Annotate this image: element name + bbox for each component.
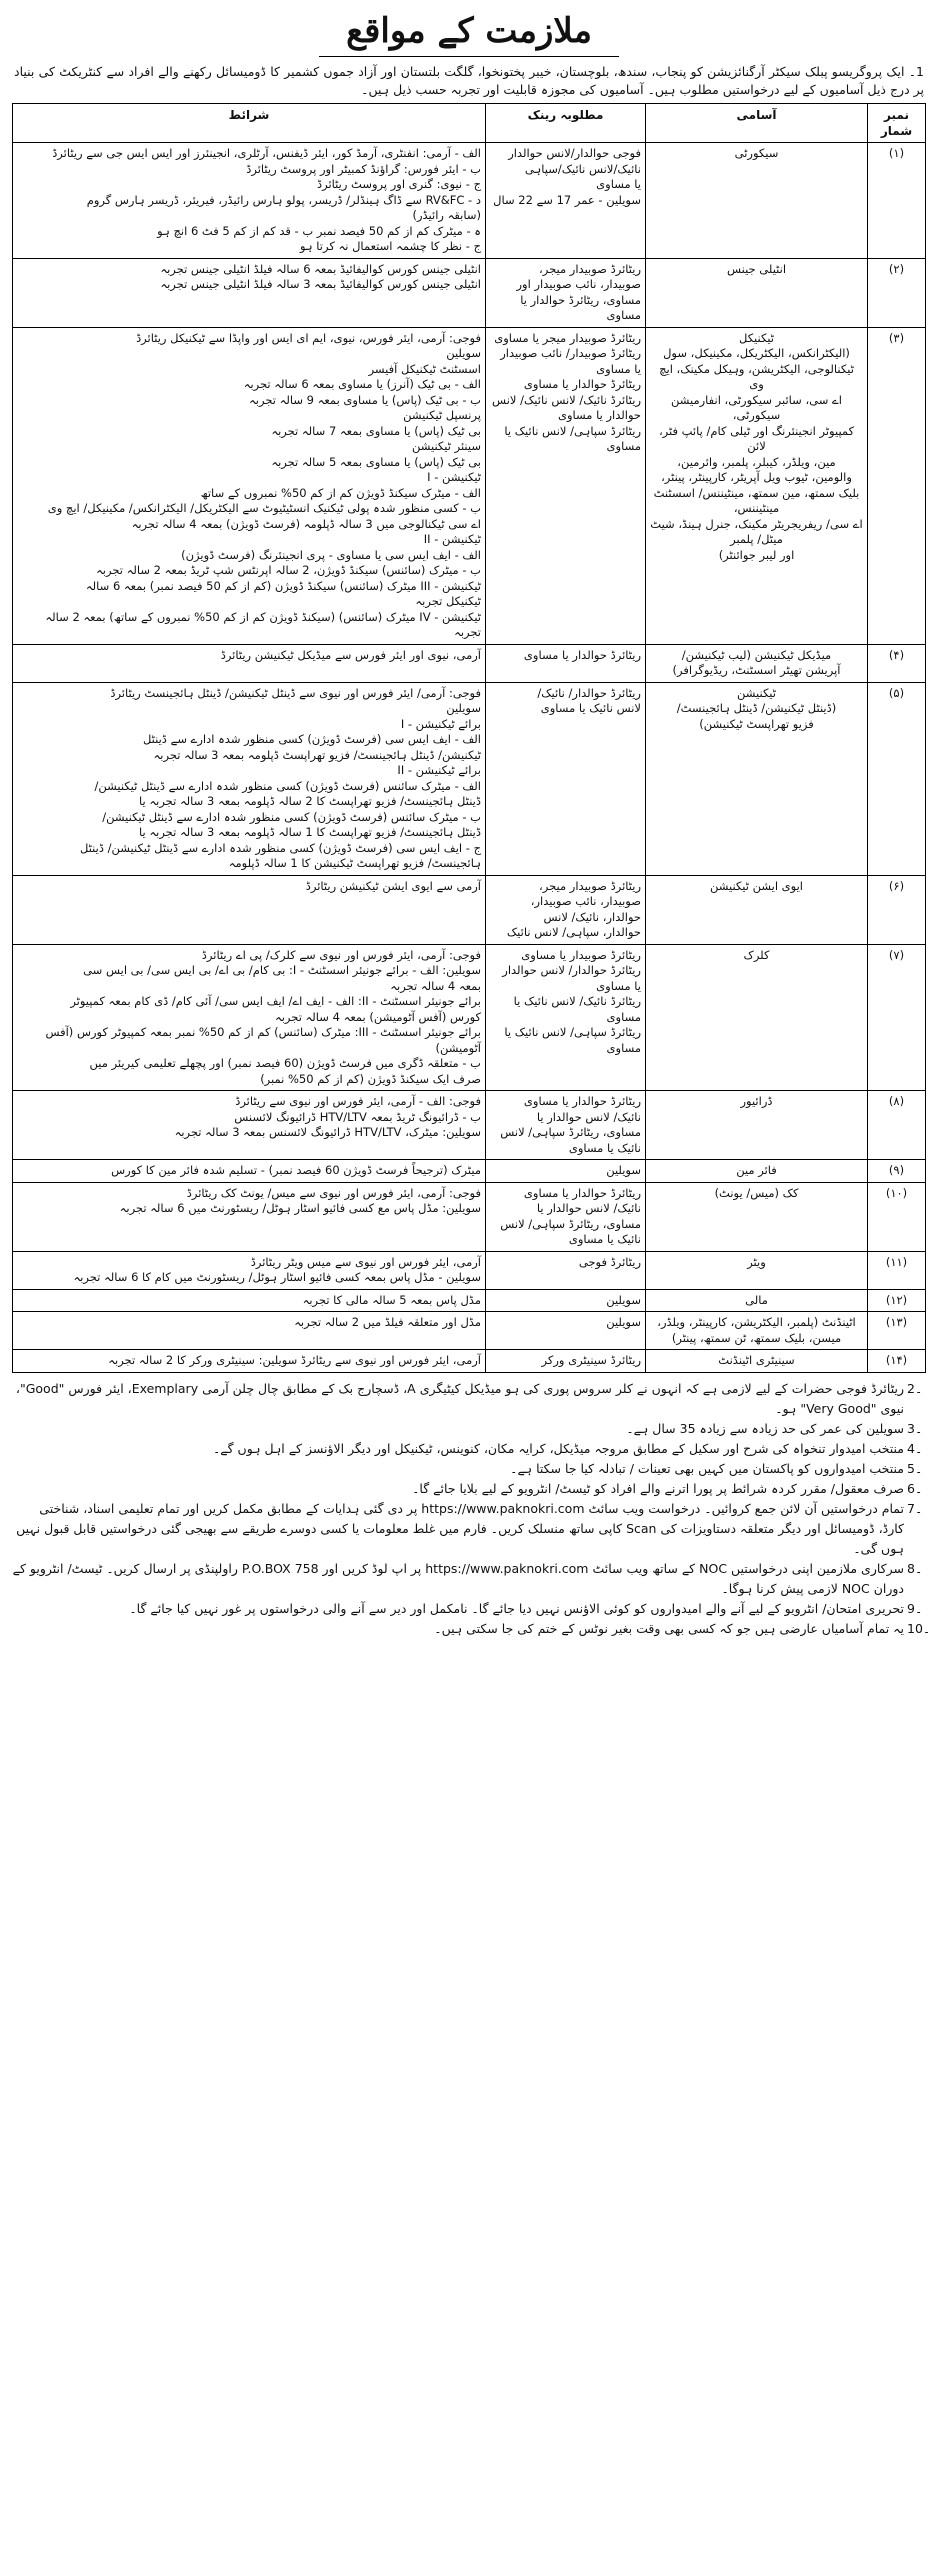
row-rank [486,258,646,327]
row-rank-line: ریٹائرڈ صوبیدار/ نائب صوبیدار [500,346,641,360]
table-row [13,1312,926,1350]
row-post [646,327,868,644]
row-rank [486,682,646,875]
table-row [13,944,926,1091]
row-rank-line: سویلین [606,1315,641,1329]
row-number: (۱۳) [868,1312,926,1350]
row-rank-line: نائیک/ لانس حوالدار یا [536,1109,641,1124]
row-rank-line: ریٹائرڈ صوبیدار یا مساوی [521,947,641,962]
row-post [646,1251,868,1289]
table-row [13,143,926,259]
row-conditions-line: برائے جونیئر اسسٹنٹ - II: الف - ایف اے/ ایف ایس سی/ آئی کام/ ڈی کام بمعہ کمپیوٹر [70,994,481,1008]
notes-list [12,1379,931,1639]
row-conditions-line: سویلین [446,701,481,715]
row-conditions-line: ڈینٹل ہائجینسٹ/ فزیو تھراپسٹ کا 2 سالہ ڈپلومہ بمعہ 3 سالہ تجربہ یا [139,794,481,808]
row-conditions-line: بمعہ 4 سالہ تجربہ [390,978,481,993]
row-rank-line: صوبیدار، نائب صوبیدار، [530,894,641,908]
row-rank [486,1251,646,1289]
row-conditions-line: سویلین [446,346,481,360]
row-conditions-line: مڈل پاس بمعہ 5 سالہ مالی کا تجربہ [302,1292,481,1307]
row-number: (۶) [868,875,926,944]
row-number: (۹) [868,1160,926,1183]
row-rank [486,143,646,259]
header-qual: مطلوبہ رینک [486,104,646,143]
intro-paragraph: 1۔ ایک پروگریسو پبلک سیکٹر آرگنائزیشن کو پنجاب، سندھ، بلوچستان، خیبر پختونخوا، گلگت بلتستان اور آزاد جموں کشمیر کا ڈومیسائل رکھنے والے افراد سے کنٹریکٹ کی بنیاد پر درج ذیل آسامیوں کے لیے درخواستیں مطلوب ہیں۔ آسامیوں کی مجوزہ قابلیت اور تجربہ حسب ذیل ہیں۔ [14,64,924,97]
row-rank-line: حوالدار، سپاہی/ لانس نائیک [506,925,641,939]
row-post-line: (الیکٹرانکس، الیکٹریکل، مکینیکل، سول [663,346,850,360]
row-number: (۱۱) [868,1251,926,1289]
row-number: (۱۴) [868,1350,926,1373]
row-conditions-line: ٹیکنیکل تجربہ [415,594,481,608]
row-conditions-line: میٹرک (ترجیحاً فرسٹ ڈویژن 60 فیصد نمبر) - تسلیم شدہ فائر مین کا کورس [111,1163,481,1177]
row-rank-line: مساوی، ریٹائرڈ سپاہی/ لانس [500,1125,641,1139]
note-item [12,1559,926,1599]
table-row [13,1350,926,1373]
row-conditions [13,1251,486,1289]
row-rank-line: ریٹائرڈ حوالدار/ نائیک/ [537,685,641,700]
row-rank [486,875,646,944]
row-conditions-line: الف - ایف ایس سی یا مساوی - پری انجینئرنگ (فرسٹ ڈویژن) [181,547,481,562]
row-conditions-line: الف - بی ٹیک (آنرز) یا مساوی بمعہ 6 سالہ تجربہ [243,377,481,391]
row-rank-line: یا مساوی [596,978,641,993]
row-post-line: میسن، بلیک سمتھ، ٹن سمتھ، پینٹر) [671,1330,842,1345]
row-rank [486,1091,646,1160]
row-rank [486,1160,646,1183]
row-rank-line: مساوی [606,1040,641,1055]
row-post-line: فزیو تھراپسٹ ٹیکنیشن) [699,716,814,731]
row-conditions-line: ٹیکنیشن - IV میٹرک (سائنس) (سیکنڈ ڈویژن کم از کم 50% نمبروں کے ساتھ) بمعہ 2 سالہ تجربہ [45,609,481,639]
note-item [12,1439,926,1459]
row-conditions-line: ٹیکنیشن/ ڈینٹل ہائجینسٹ/ فزیو تھراپسٹ ڈپلومہ بمعہ 3 سالہ تجربہ [153,747,481,762]
row-conditions-line: کورس (آفس آٹومیشن) بمعہ 4 سالہ تجربہ [274,1009,481,1024]
row-post-line: فائر مین [736,1163,777,1177]
page-title: ملازمت کے مواقع [319,6,619,57]
row-rank-line: ریٹائرڈ نائیک/ لانس نائیک/ لانس حوالدار یا مساوی [492,392,641,422]
note-item [12,1379,926,1419]
row-conditions-line: بی ٹیک (پاس) یا مساوی بمعہ 7 سالہ تجربہ [271,423,481,438]
row-number: (۷) [868,944,926,1091]
row-post [646,1160,868,1183]
row-number: (۱۲) [868,1289,926,1312]
row-conditions-line: ہائجینسٹ/ فزیو تھراپسٹ ٹیکنیشن کا 1 سالہ ڈپلومہ [228,856,481,870]
row-conditions-line: الف - ایف ایس سی (فرسٹ ڈویژن) کسی منظور شدہ ادارے سے ڈینٹل [142,732,481,746]
row-conditions [13,1091,486,1160]
table-row [13,327,926,644]
row-post [646,944,868,1091]
row-post-line: کلرک [743,947,770,962]
row-conditions-line: ٹیکنیشن - I [427,470,481,484]
row-conditions [13,682,486,875]
row-post [646,644,868,682]
note-number: 2۔ [907,1380,923,1396]
jobs-table [12,103,926,1373]
row-conditions [13,1182,486,1251]
row-rank-line: ریٹائرڈ سینیٹری ورکر [541,1353,641,1367]
row-conditions-line: سینئر ٹیکنیشن [411,439,481,453]
row-conditions [13,1312,486,1350]
row-rank-line: سویلین - عمر 17 سے 22 سال [493,192,641,207]
row-post-line: ویٹر [747,1254,766,1269]
row-post [646,1350,868,1373]
row-post-line: اور لیبر جوائنٹر) [718,547,795,562]
row-rank [486,1182,646,1251]
row-post-line: اے سی، سائبر سیکورٹی، انفارمیشن سیکورٹی، [670,392,842,422]
note-number: 10۔ [907,1620,931,1636]
row-post [646,143,868,259]
jobs-table-body [13,143,926,1373]
row-post [646,682,868,875]
row-post [646,1091,868,1160]
row-conditions-line: (سابقہ رائیڈر) [412,208,481,222]
row-rank-line: مساوی [606,439,641,453]
row-rank [486,1312,646,1350]
header-post: آسامی [646,104,868,143]
note-text: سویلین کی عمر کی حد زیادہ سے زیادہ 35 سال ہے۔ [626,1420,904,1436]
row-conditions-line: آرمی، ایئر فورس اور نیوی سے ریٹائرڈ سویلین: سینیٹری ورکر کا 2 سالہ تجربہ [108,1353,481,1367]
table-header-row [13,104,926,143]
row-rank-line: ریٹائرڈ سپاہی/ لانس نائیک یا [504,1025,641,1039]
row-post-line: انٹیلی جینس [726,261,787,276]
row-rank-line: ریٹائرڈ حوالدار یا مساوی [523,1094,641,1108]
row-conditions-line: برائے ٹیکنیشن - I [400,716,481,731]
row-number: (۵) [868,682,926,875]
note-text: تحریری امتحان/ انٹرویو کے لیے آنے والے امیدواروں کو کوئی الاؤنس نہیں دیا جائے گا۔ نامکمل اور دیر سے آنے والی درخواستوں پر غور نہیں کیا جائے گا۔ [129,1600,904,1616]
row-post-line: آپریشن تھیٹر اسسٹنٹ، ریڈیوگرافر) [672,663,841,677]
note-number: 3۔ [907,1420,923,1436]
row-rank-line: نائیک یا مساوی [568,1140,641,1155]
row-conditions [13,327,486,644]
row-rank-line: نائیک/لانس نائیک/سپاہی [524,161,641,176]
row-rank-line: صوبیدار، نائب صوبیدار اور [516,277,641,291]
row-rank-line: نائیک یا مساوی [568,1232,641,1246]
row-rank [486,327,646,644]
row-conditions-line: فوجی: آرمی/ ایئر فورس اور نیوی سے ڈینٹل ٹیکنیشن/ ڈینٹل ہائجینسٹ ریٹائرڈ [110,685,481,700]
row-conditions-line: فوجی: آرمی، ایئر فورس اور نیوی سے میس/ یونٹ کک ریٹائرڈ [186,1185,481,1200]
row-post [646,1312,868,1350]
row-rank-line: یا مساوی [596,361,641,376]
row-post-line: سیکورٹی [734,146,779,160]
row-conditions-line: ب - ڈرائیونگ ٹریڈ بمعہ HTV/LTV ڈرائیونگ لائسنس [234,1109,481,1124]
note-number: 8۔ [907,1560,923,1576]
row-conditions-line: ہ - میٹرک کم از کم 50 فیصد نمبر ب - قد کم از کم 5 فٹ 6 انچ ہو [157,223,481,238]
row-number: (۸) [868,1091,926,1160]
note-item [12,1459,926,1479]
note-item [12,1619,931,1639]
row-post-line: ٹیکنیشن [737,685,776,700]
row-conditions-line: ج - نیوی: گنری اور پروسٹ ریٹائرڈ [316,177,481,191]
note-item [12,1599,926,1619]
row-number: (۲) [868,258,926,327]
row-conditions [13,944,486,1091]
row-conditions-line: ب - ایئر فورس: گراؤنڈ کمبیٹر اور پروسٹ ریٹائرڈ [246,161,481,176]
row-conditions-line: د - RV&FC سے ڈاگ ہینڈلر/ ڈریسر، پولو ہارس رائیڈر، فیریئر، ڈریسر ہارس گروم [86,192,481,207]
row-conditions [13,1289,486,1312]
row-conditions-line: آرمی، ایئر فورس اور نیوی سے میس ویٹر ریٹائرڈ [250,1254,481,1269]
table-row [13,1182,926,1251]
row-rank-line: مساوی، ریٹائرڈ حوالدار یا مساوی [520,292,641,322]
row-conditions-line: سویلین: الف - برائے جونیئر اسسٹنٹ - I: بی کام/ بی اے/ بی ایس سی/ بی ایس سی [83,963,481,977]
row-post-line: ڈرائیور [740,1094,773,1108]
row-post-line: ٹیکنیکل [738,330,775,345]
note-number: 9۔ [907,1600,923,1616]
note-text: ریٹائرڈ فوجی حضرات کے لیے لازمی ہے کہ انہوں نے کلر سروس پوری کی ہو میڈیکل کیٹیگری A، ڈسچارج بک کے مطابق چال چلن آرمی Exemplary، ایئر فورس "Good"، نیوی "Very Good" ہو۔ [15,1380,904,1416]
row-conditions-line: ب - متعلقہ ڈگری میں فرسٹ ڈویژن (60 فیصد نمبر) اور پچھلے تعلیمی کیریئر میں [89,1056,481,1070]
row-rank-line: ریٹائرڈ حوالدار یا مساوی [523,647,641,662]
note-item [12,1419,926,1439]
row-conditions-line: آرمی سے ایوی ایشن ٹیکنیشن ریٹائرڈ [305,878,481,893]
table-row [13,258,926,327]
row-conditions-line: ج - نظر کا چشمہ استعمال نہ کرتا ہو [299,239,481,253]
row-conditions-line: مڈل اور متعلقہ فیلڈ میں 2 سالہ تجربہ [294,1315,481,1329]
header-num: نمبر شمار [868,104,926,143]
row-conditions-line: آرمی، نیوی اور ایئر فورس سے میڈیکل ٹیکنیشن ریٹائرڈ [220,647,481,662]
note-number: 4۔ [907,1440,923,1456]
row-conditions-line: ڈینٹل ہائجینسٹ/ فزیو تھراپسٹ کا 1 سالہ ڈپلومہ بمعہ 3 سالہ تجربہ یا [139,825,481,839]
row-post-line: (ڈینٹل ٹیکنیشن/ ڈینٹل ہائجینسٹ/ [676,701,837,715]
row-number: (۴) [868,644,926,682]
row-conditions-line: ب - کسی منظور شدہ پولی ٹیکنیک انسٹیٹیوٹ سے الیکٹریکل/ الیکٹرانکس/ مکینیکل/ ایچ وی [47,501,481,515]
table-row [13,1091,926,1160]
row-conditions [13,1160,486,1183]
row-post-line: کمپیوٹر انجینئرنگ اور ٹیلی کام/ پائپ فٹر، لائن [658,423,855,453]
table-row [13,1160,926,1183]
row-conditions-line: اسسٹنٹ ٹیکنیکل آفیسر [368,361,481,376]
table-row [13,644,926,682]
row-conditions [13,644,486,682]
row-conditions-line: سویلین: میٹرک، HTV/LTV ڈرائیونگ لائسنس بمعہ 3 سالہ تجربہ [174,1125,481,1139]
row-post-line: ٹیکنالوجی، الیکٹریشن، وہیکل مکینک، ایچ وی [659,361,854,391]
row-post-line: اٹینڈنٹ (پلمبر، الیکٹریشن، کارپینٹر، ویلڈر، [657,1315,856,1329]
row-conditions [13,143,486,259]
row-rank-line: حوالدار، نائیک/ لانس [543,909,641,924]
row-rank [486,1289,646,1312]
row-rank [486,1350,646,1373]
row-post-line: بلیک سمتھ، مین سمتھ، مینٹیننس/ اسسٹنٹ مینٹیننس، [653,485,860,515]
header-cond: شرائط [13,104,486,143]
note-number: 6۔ [907,1480,923,1496]
row-rank-line: ریٹائرڈ سپاہی/ لانس نائیک یا [504,423,641,438]
row-conditions-line: برائے ٹیکنیشن - II [397,763,481,777]
row-rank-line: ریٹائرڈ نائیک/ لانس نائیک یا مساوی [513,994,641,1024]
row-rank [486,944,646,1091]
row-conditions [13,1350,486,1373]
row-rank-line: لانس نائیک یا مساوی [540,701,641,715]
row-conditions-line: فوجی: آرمی، ایئر فورس، نیوی، ایم ای ایس اور واپڈا سے ٹیکنیکل ریٹائرڈ [136,330,481,345]
row-post-line: اے سی/ ریفریجریٹر مکینک، جنرل ہینڈ، شیٹ میٹل/ پلمبر [650,516,863,546]
row-conditions-line: سویلین: مڈل پاس مع کسی فائیو اسٹار ہوٹل/ ریسٹورنٹ میں 6 سالہ تجربہ [119,1201,481,1215]
table-row [13,1251,926,1289]
row-rank-line: ریٹائرڈ حوالدار/ لانس حوالدار [502,963,641,977]
row-rank-line: فوجی حوالدار/لانس حوالدار [508,146,641,160]
row-conditions-line: انٹیلی جینس کورس کوالیفائیڈ بمعہ 3 سالہ فیلڈ انٹیلی جینس تجربہ [160,277,481,291]
row-conditions-line: ب - میٹرک (سائنس) سیکنڈ ڈویژن، 2 سالہ اپرنٹس شپ ٹریڈ بمعہ 2 سالہ تجربہ [96,563,481,577]
row-conditions [13,258,486,327]
row-post-line: سینیٹری اٹینڈنٹ [718,1353,795,1367]
row-rank-line: ریٹائرڈ حوالدار یا مساوی [523,1185,641,1200]
row-number: (۱۰) [868,1182,926,1251]
table-row [13,682,926,875]
row-conditions-line: الف - آرمی: انفنٹری، آرمڈ کور، ایئر ڈیفنس، آرٹلری، انجینئرز اور ایس ایس جی سے ریٹائرڈ [52,146,481,160]
row-conditions-line: برائے جونیئر اسسٹنٹ - III: میٹرک (سائنس) کم از کم 50% نمبر بمعہ کمپیوٹر کورس (آفس آٹومیشن) [45,1025,481,1055]
row-conditions-line: الف - میٹرک سیکنڈ ڈویژن کم از کم 50% نمبروں کے ساتھ [200,485,481,500]
row-conditions-line: انٹیلی جینس کورس کوالیفائیڈ بمعہ 6 سالہ فیلڈ انٹیلی جینس تجربہ [160,261,481,276]
row-conditions-line: سویلین - مڈل پاس بمعہ کسی فائیو اسٹار ہوٹل/ ریسٹورنٹ میں کام کا 6 سالہ تجربہ [73,1270,481,1284]
row-rank [486,644,646,682]
row-rank-line: ریٹائرڈ صوبیدار میجر یا مساوی [494,330,641,345]
row-rank-line: مساوی، ریٹائرڈ سپاہی/ لانس [500,1216,641,1231]
row-conditions-line: ج - ایف ایس سی (فرسٹ ڈویژن) کسی منظور شدہ ادارے سے ڈینٹل ٹیکنیشن/ ڈینٹل [80,840,481,855]
row-rank-line: ریٹائرڈ فوجی [578,1254,641,1269]
row-conditions-line: پرنسپل ٹیکنیشن [403,408,481,422]
row-post [646,1182,868,1251]
note-item [12,1479,926,1499]
row-post-line: والومین، ٹیوب ویل آپریٹر، کارپینٹر، پینٹر، [661,470,852,484]
table-row [13,1289,926,1312]
note-text: صرف معقول/ مقرر کردہ شرائط پر پورا اترنے والے افراد کو ٹیسٹ/ انٹرویو کے لیے بلایا جائے گا۔ [412,1480,904,1496]
row-rank-line: نائیک/ لانس حوالدار یا [536,1201,641,1215]
row-conditions-line: ٹیکنیشن - III میٹرک (سائنس) سیکنڈ ڈویژن (کم از کم 50 فیصد نمبر) بمعہ 6 سالہ [85,578,481,593]
row-post-line: میڈیکل ٹیکنیشن (لیب ٹیکنیشن/ [681,647,832,662]
row-post-line: مالی [745,1292,768,1307]
note-item [12,1499,926,1559]
row-number: (۳) [868,327,926,644]
row-conditions-line: ب - میٹرک سائنس (فرسٹ ڈویژن) کسی منظور شدہ ادارے سے ڈینٹل ٹیکنیشن/ [102,809,481,824]
row-post-line: مین، ویلڈر، کیبلر، پلمبر، وائرمین، [677,454,836,469]
row-rank-line: ریٹائرڈ صوبیدار میجر، [539,261,641,276]
row-post [646,875,868,944]
row-conditions-line: اے سی ٹیکنالوجی میں 3 سالہ ڈپلومہ (فرسٹ ڈویژن) بمعہ 4 سالہ تجربہ [131,516,481,531]
row-post-line: کک (میس/ یونٹ) [714,1185,799,1200]
row-conditions [13,875,486,944]
note-text: تمام درخواستیں آن لائن جمع کروائیں۔ درخواست ویب سائٹ https://www.paknokri.com پر دی گئی ہدایات کے مطابق مکمل کریں اور تمام تعلیمی اسناد، شناختی کارڈ، ڈومیسائل اور دیگر متعلقہ دستاویزات کی Scan کاپی ساتھ منسلک کریں۔ فارم میں غلط معلومات یا کسی دوسرے طریقے سے بھیجی گئی درخواستیں قابل قبول نہیں ہوں گی۔ [16,1500,904,1556]
note-number: 5۔ [907,1460,923,1476]
row-post [646,1289,868,1312]
row-rank-line: یا مساوی [596,177,641,191]
row-rank-line: سویلین [606,1163,641,1177]
row-number: (۱) [868,143,926,259]
note-text: سرکاری ملازمین اپنی درخواستیں NOC کے ساتھ ویب سائٹ https://www.paknokri.com پر اپ لوڈ کریں اور P.O.BOX 758 راولپنڈی پر ارسال کریں۔ ٹیسٹ/ انٹرویو کے دوران NOC لازمی پیش کرنا ہوگا۔ [12,1560,904,1596]
row-rank-line: ریٹائرڈ صوبیدار میجر، [539,878,641,893]
row-conditions-line: فوجی: آرمی، ایئر فورس اور نیوی سے کلرک/ پی اے ریٹائرڈ [201,947,481,962]
note-text: یہ تمام آسامیاں عارضی ہیں جو کہ کسی بھی وقت بغیر نوٹس کے ختم کی جا سکتی ہیں۔ [434,1620,904,1636]
row-conditions-line: ب - بی ٹیک (پاس) یا مساوی بمعہ 9 سالہ تجربہ [249,392,481,407]
row-conditions-line: صرف ایک سیکنڈ ڈویژن (کم از کم 50% نمبر) [260,1071,481,1086]
row-conditions-line: فوجی: الف - آرمی، ایئر فورس اور نیوی سے ریٹائرڈ [235,1094,481,1108]
row-rank-line: ریٹائرڈ حوالدار یا مساوی [523,377,641,391]
row-post [646,258,868,327]
note-number: 7۔ [907,1500,923,1516]
note-text: منتخب امیدوار تنخواہ کی شرح اور سکیل کے مطابق مروجہ میڈیکل، کرایہ مکان، کنوینس، ٹیکنیکل اور دیگر الاؤنسز کے اہل ہوں گے۔ [212,1440,904,1456]
table-row [13,875,926,944]
row-conditions-line: بی ٹیک (پاس) یا مساوی بمعہ 5 سالہ تجربہ [271,454,481,469]
row-conditions-line: الف - میٹرک سائنس (فرسٹ ڈویژن) کسی منظور شدہ ادارے سے ڈینٹل ٹیکنیشن/ [94,778,481,793]
row-post-line: ایوی ایشن ٹیکنیشن [709,878,804,893]
note-text: منتخب امیدواروں کو پاکستان میں کہیں بھی تعینات / تبادلہ کیا جا سکتا ہے۔ [510,1460,904,1476]
row-rank-line: سویلین [606,1292,641,1307]
row-conditions-line: ٹیکنیشن - II [423,532,481,546]
